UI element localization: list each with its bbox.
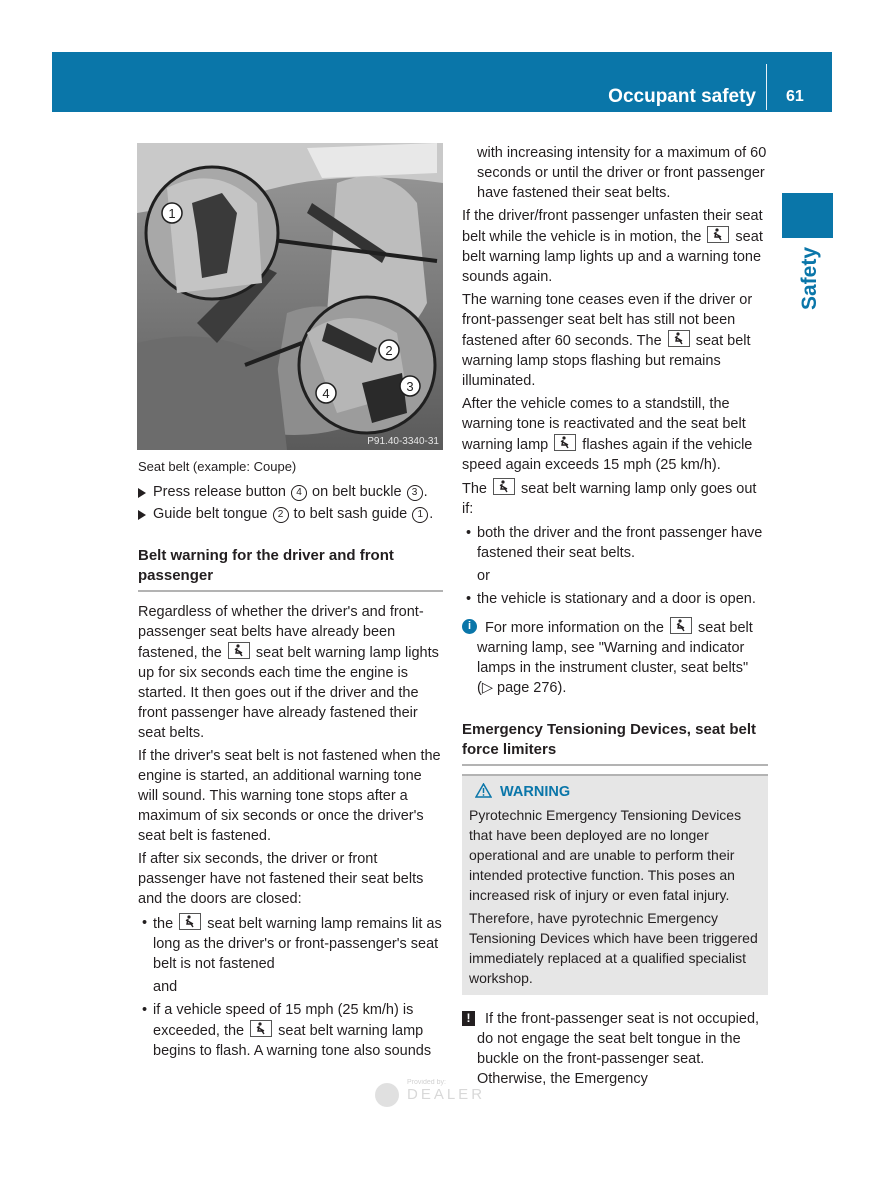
seat-belt-warning-icon: [668, 330, 690, 347]
dealer-watermark: [372, 1075, 502, 1110]
callout-ref: 3: [407, 485, 423, 501]
side-tab-marker: [782, 193, 833, 238]
callout-2: [379, 340, 399, 360]
page-number: 61: [786, 88, 804, 105]
paragraph: If the driver's seat belt is not fastened when the engine is started, an additional warning tone will sound. This warning tone stops after a maximum of six seconds or once the driver's seat belt is fastened.: [138, 748, 441, 844]
svg-text:DEALER: DEALER: [407, 1086, 486, 1103]
conjunction: or: [477, 568, 490, 584]
callout-ref: 2: [273, 507, 289, 523]
exclamation-icon: !: [462, 1011, 475, 1026]
step-arrow-icon: [138, 488, 146, 498]
warning-text: Therefore, have pyrotechnic Emergency Tensioning Devices which have been triggered immediately replaced at a qualified specialist workshop.: [469, 910, 758, 986]
header-bar: [52, 52, 832, 112]
callout-ref: 1: [412, 507, 428, 523]
svg-text:Provided by:: Provided by:: [407, 1079, 446, 1086]
warning-triangle-icon: [475, 783, 492, 798]
right-column: [462, 143, 768, 1089]
side-tab-label-wrap: [770, 246, 821, 348]
svg-text:4: 4: [322, 386, 330, 401]
paragraph: If the driver/front passenger unfasten their seat belt while the vehicle is in motion, the seat belt warning lamp lights up and a warning tone sounds again.: [462, 208, 763, 285]
step-2: Guide belt tongue 2 to belt sash guide 1 .: [138, 504, 443, 524]
page-section-title: Occupant safety: [608, 86, 756, 107]
warning-box: [462, 774, 768, 995]
seat-belt-photo: [137, 143, 443, 450]
paragraph: After the vehicle comes to a standstill, the warning tone is reactivated and the seat belt warning lamp flashes again if the vehicle speed again exceeds 15 mph (25 km/h).: [462, 396, 753, 473]
callout-ref: 4: [291, 485, 307, 501]
info-icon: i: [462, 619, 477, 634]
seat-belt-warning-icon: [250, 1020, 272, 1037]
list-item: • the seat belt warning lamp remains lit as long as the driver's or front-passenger's seat belt is not fastened: [142, 915, 442, 972]
section-heading-emergency-tensioning: Emergency Tensioning Devices, seat belt force limiters: [462, 720, 768, 766]
paragraph: If after six seconds, the driver or front passenger have not fastened their seat belts and the doors are closed:: [138, 851, 424, 907]
warning-text: Pyrotechnic Emergency Tensioning Devices that have been deployed are no longer operational and are unable to perform their intended protective function. This poses an increased risk of injury or even fatal injury.: [469, 807, 742, 903]
callout-3: [400, 376, 420, 396]
svg-text:2: 2: [385, 343, 393, 358]
list-item: • both the driver and the front passenger have fastened their seat belts.: [466, 525, 763, 561]
warning-header: WARNING: [469, 782, 761, 802]
paragraph: The seat belt warning lamp only goes out if:: [462, 478, 768, 519]
seat-belt-warning-icon: [707, 226, 729, 243]
header-divider: [766, 64, 767, 110]
svg-text:3: 3: [406, 379, 414, 394]
conjunction: and: [153, 979, 178, 995]
paragraph: The warning tone ceases even if the driver or front-passenger seat belt has still not been fastened after 60 seconds. The seat belt warning lamp stops flashing but remains illuminated.: [462, 292, 753, 389]
paragraph-continued: with increasing intensity for a maximum of 60 seconds or until the driver or front passenger have fastened their seat belts.: [477, 145, 767, 201]
paragraph: Regardless of whether the driver's and front-passenger seat belts have already been fastened, the seat belt warning lamp lights up for six seconds each time the engine is started. It then goes out if the driver and the front passenger have already fastened their seat belts.: [138, 604, 439, 741]
callout-1: [162, 203, 182, 223]
seat-belt-warning-icon: [493, 478, 515, 495]
list-item: • if a vehicle speed of 15 mph (25 km/h) is exceeded, the seat belt warning lamp begins to flash. A warning tone also sounds: [142, 1002, 432, 1059]
section-heading-belt-warning: Belt warning for the driver and front passenger: [138, 546, 443, 592]
seat-belt-illustration: [137, 143, 443, 450]
left-column: [138, 482, 443, 1063]
notice-note: ! If the front-passenger seat is not occupied, do not engage the seat belt tongue in the buckle on the front-passenger seat. Otherwise, the Emergency: [462, 1009, 768, 1089]
step-1: Press release button 4 on belt buckle 3 .: [138, 482, 443, 502]
seat-belt-warning-icon: [228, 642, 250, 659]
callout-4: [316, 383, 336, 403]
svg-text:1: 1: [168, 206, 176, 221]
info-note: i For more information on the seat belt warning lamp, see "Warning and indicator lamps in the instrument cluster, seat belts" (▷ page 276).: [462, 617, 768, 698]
figure-caption: Seat belt (example: Coupe): [138, 459, 297, 474]
seat-belt-warning-icon: [179, 913, 201, 930]
figure-code: P91.40-3340-31: [367, 436, 439, 447]
seat-belt-warning-icon: [670, 617, 692, 634]
list-item: • the vehicle is stationary and a door is open.: [466, 591, 756, 607]
step-arrow-icon: [138, 510, 146, 520]
side-tab-label: Safety: [798, 246, 821, 310]
seat-belt-warning-icon: [554, 434, 576, 451]
